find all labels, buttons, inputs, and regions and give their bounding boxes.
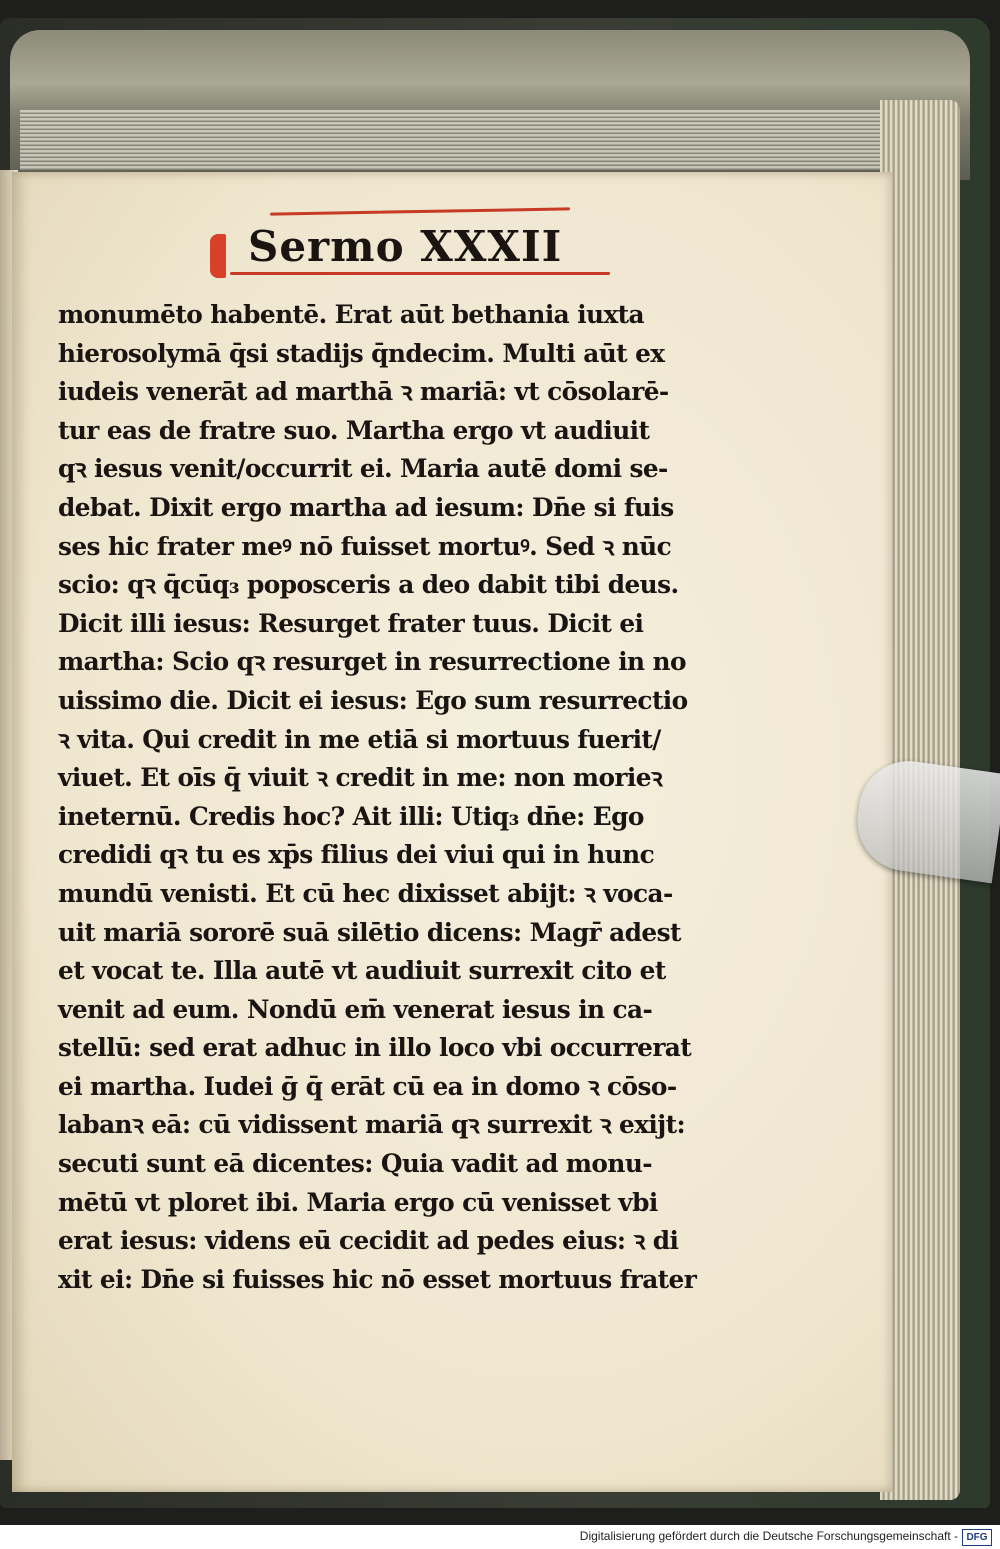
text-line: et vocat te. Illa autē vt audiuit surrexit cito et <box>58 956 666 986</box>
text-line: erat iesus: videns eū cecidit ad pedes eius: ꝛ di <box>58 1226 679 1256</box>
section-heading <box>200 222 620 282</box>
page-title: Sermo XXXII <box>248 222 563 271</box>
page-edges-top <box>20 110 950 170</box>
text-line: credidi qꝛ tu es xp̄s filius dei viui qui in hunc <box>58 840 655 870</box>
text-line: Dicit illi iesus: Resurget frater tuus. Dicit ei <box>58 608 644 638</box>
text-line: qꝛ iesus venit/occurrit ei. Maria autē domi se- <box>58 454 668 484</box>
text-line: ineternū. Credis hoc? Ait illi: Utiq₃ dn̄e: Ego <box>58 801 644 831</box>
text-line: mundū venisti. Et cū hec dixisset abijt: ꝛ voca- <box>58 878 673 908</box>
footer-bar <box>0 1525 1000 1549</box>
text-line: labanꝛ eā: cū vidissent mariā qꝛ surrexit ꝛ exijt: <box>58 1110 686 1140</box>
text-line: xit ei: Dn̄e si fuisses hic nō esset mortuus frater <box>58 1264 697 1294</box>
dfg-logo: DFG <box>962 1529 992 1546</box>
text-line: viuet. Et oīs q̄ viuit ꝛ credit in me: non morieꝛ <box>58 763 663 793</box>
text-line: mētū vt ploret ibi. Maria ergo cū venisset vbi <box>58 1187 658 1217</box>
text-line: hierosolymā q̄si stadijs q̄ndecim. Multi aūt ex <box>58 338 665 368</box>
text-line: uit mariā sororē suā silētio dicens: Magr̄ adest <box>58 917 681 947</box>
text-line: iudeis venerāt ad marthā ꝛ mariā: vt cōsolarē- <box>58 377 669 407</box>
text-line: martha: Scio qꝛ resurget in resurrectione in no <box>58 647 686 677</box>
text-line: uissimo die. Dicit ei iesus: Ego sum resurrectio <box>58 685 688 715</box>
paragraph-mark-icon <box>210 234 226 278</box>
text-line: monumēto habentē. Erat aūt bethania iuxta <box>58 300 645 329</box>
text-line: debat. Dixit ergo martha ad iesum: Dn̄e si fuis <box>58 492 674 522</box>
text-line: ꝛ vita. Qui credit in me etiā si mortuus fuerit/ <box>58 724 661 754</box>
text-line: scio: qꝛ q̄cūq₃ poposceris a deo dabit tibi deus. <box>58 570 679 600</box>
text-line: ei martha. Iudei ḡ q̄ erāt cū ea in domo ꝛ cōso- <box>58 1071 677 1101</box>
rubric-line-bottom <box>230 272 610 275</box>
text-line: tur eas de fratre suo. Martha ergo vt audiuit <box>58 415 650 445</box>
text-line: stellū: sed erat adhuc in illo loco vbi occurrerat <box>58 1033 692 1063</box>
funding-credit: Digitalisierung gefördert durch die Deutsche Forschungsgemeinschaft - <box>579 1529 958 1543</box>
text-line: ses hic frater meꝰ nō fuisset mortuꝰ. Sed ꝛ nūc <box>58 531 672 561</box>
text-line: secuti sunt eā dicentes: Quia vadit ad monu- <box>58 1149 652 1179</box>
body-text <box>58 296 718 1299</box>
text-line: venit ad eum. Nondū em̄ venerat iesus in ca- <box>58 994 653 1024</box>
